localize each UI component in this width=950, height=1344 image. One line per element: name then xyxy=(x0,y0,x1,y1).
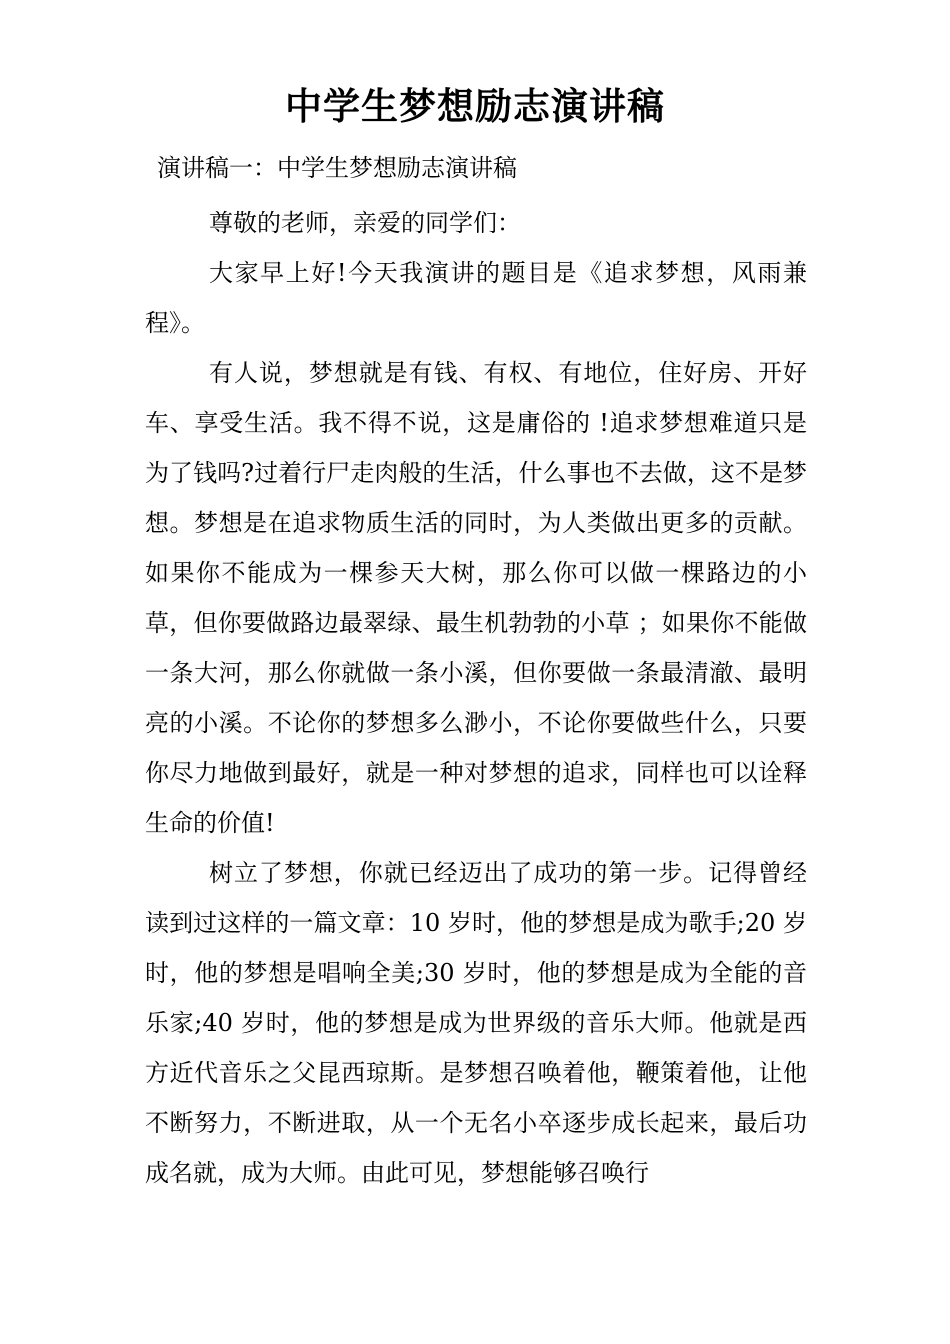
document-body xyxy=(145,198,807,1198)
speech-subtitle: 演讲稿一：中学生梦想励志演讲稿 xyxy=(157,154,517,182)
salutation-paragraph: 尊敬的老师，亲爱的同学们： xyxy=(209,209,521,237)
document-title: 中学生梦想励志演讲稿 xyxy=(285,85,665,128)
body-paragraph: 树立了梦想，你就已经迈出了成功的第一步。记得曾经读到过这样的一篇文章：10 岁时，他的梦想是成为歌手;20 岁时，他的梦想是唱响全美;30 岁时，他的梦想是成为全能的音乐家;40 岁时，他的梦想是成为世界级的音乐大师。他就是西方近代音乐之父昆西琼斯。是梦想召唤着他，鞭策着他，让他不断努力，不断进取，从一个无名小卒逐步成长起来，最后功成名就，成为大师。由此可见，梦想能够召唤行 xyxy=(145,859,807,1187)
body-paragraph: 有人说，梦想就是有钱、有权、有地位，住好房、开好车、享受生活。我不得不说，这是庸俗的 !追求梦想难道只是为了钱吗?过着行尸走肉般的生活，什么事也不去做，这不是梦想。梦想是在追求物质生活的同时，为人类做出更多的贡献。如果你不能成为一棵参天大树，那么你可以做一棵路边的小草，但你要做路边最翠绿、最生机勃勃的小草 ；如果你不能做一条大河，那么你就做一条小溪，但你要做一条最清澈、最明亮的小溪。不论你的梦想多么渺小，不论你要做些什么，只要你尽力地做到最好，就是一种对梦想的追求，同样也可以诠释生命的价值! xyxy=(145,359,807,837)
greeting-paragraph: 大家早上好!今天我演讲的题目是《追求梦想，风雨兼程》。 xyxy=(145,259,807,337)
